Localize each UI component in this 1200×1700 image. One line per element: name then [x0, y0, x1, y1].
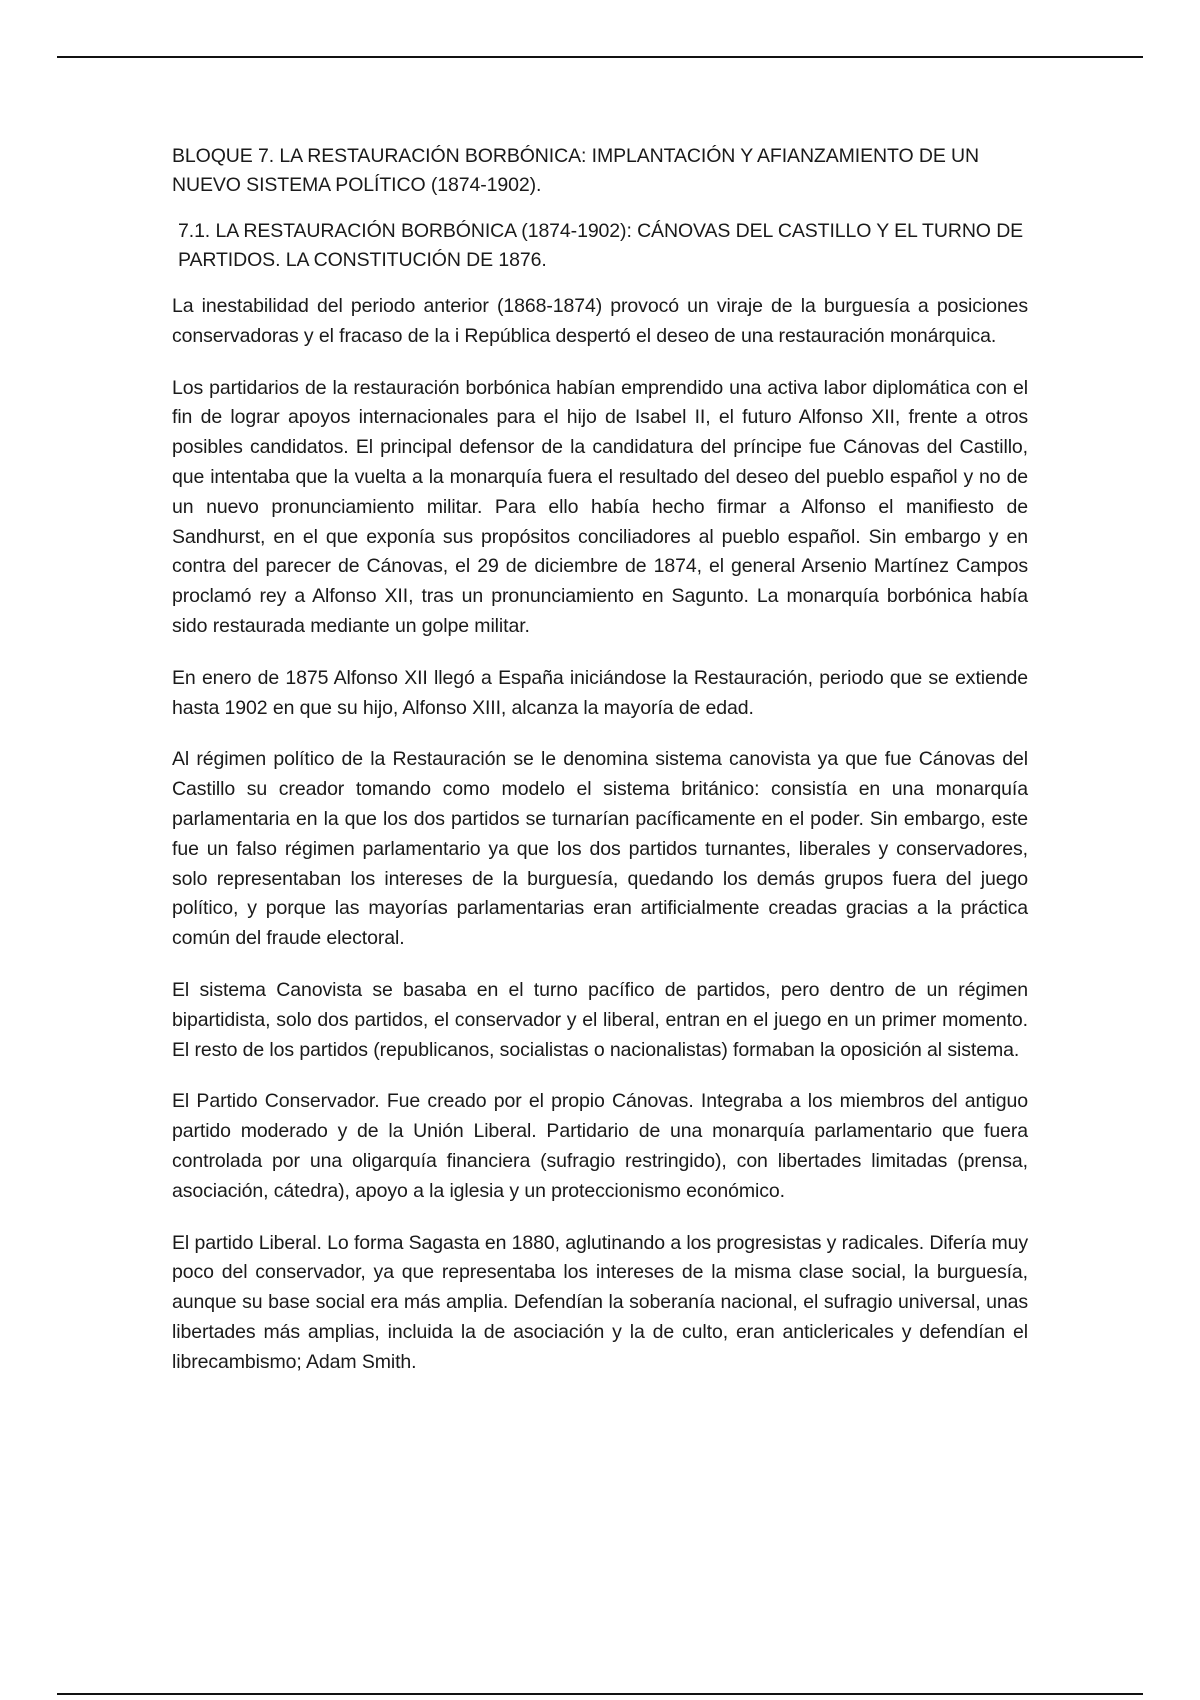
bottom-rule — [57, 1693, 1143, 1695]
paragraph-intro: La inestabilidad del periodo anterior (1868-1874) provocó un viraje de la burguesía a posiciones conservadoras y el fracaso de la i República despertó el deseo de una restauración monárquica. — [172, 295, 1028, 347]
section-title: 7.1. LA RESTAURACIÓN BORBÓNICA (1874-1902): CÁNOVAS DEL CASTILLO Y EL TURNO DE PARTIDOS. LA CONSTITUCIÓN DE 1876. — [178, 220, 1024, 271]
paragraph-regimen: Al régimen político de la Restauración se le denomina sistema canovista ya que fue Cánovas del Castillo su creador tomando como modelo el sistema británico: consistía en una monarquía parlamentaria en la que los dos partidos se turnarían pacíficamente en el poder. Sin embargo, este fue un falso régimen parlamentario ya que los dos partidos turnantes, liberales y conservadores, solo representaban los intereses de la burguesía, quedando los demás grupos fuera del juego político, y porque las mayorías parlamentarias eran artificialmente creadas gracias a la práctica común del fraude electoral. — [172, 748, 1028, 950]
block-title: BLOQUE 7. LA RESTAURACIÓN BORBÓNICA: IMPLANTACIÓN Y AFIANZAMIENTO DE UN NUEVO SISTEMA POLÍTICO (1874-1902). — [172, 145, 980, 196]
paragraph-partido-liberal: El partido Liberal. Lo forma Sagasta en 1880, aglutinando a los progresistas y radicales. Difería muy poco del conservador, ya que representaba los intereses de la misma clase social, la burguesía, aunque su base social era más amplia. Defendían la soberanía nacional, el sufragio universal, unas libertades más amplias, incluida la de asociación y la de culto, eran anticlericales y defendían el librecambismo; Adam Smith. — [172, 1231, 1028, 1373]
paragraph-enero-1875: En enero de 1875 Alfonso XII llegó a España iniciándose la Restauración, periodo que se extiende hasta 1902 en que su hijo, Alfonso XIII, alcanza la mayoría de edad. — [172, 666, 1028, 719]
paragraph-partidarios: Los partidarios de la restauración borbónica habían emprendido una activa labor diplomática con el fin de lograr apoyos internacionales para el hijo de Isabel II, el futuro Alfonso XII, frente a otros posibles candidatos. El principal defensor de la candidatura del príncipe fue Cánovas del Castillo, que intentaba que la vuelta a la monarquía fuera el resultado del deseo del pueblo español y no de un nuevo pronunciamiento militar. Para ello había hecho firmar a Alfonso el manifiesto de Sandhurst, en el que exponía sus propósitos conciliadores al pueblo español. Sin embargo y en contra del parecer de Cánovas, el 29 de diciembre de 1874, el general Arsenio Martínez Campos proclamó rey a Alfonso XII, tras un pronunciamiento en Sagunto. La monarquía borbónica había sido restaurada mediante un golpe militar. — [172, 376, 1028, 637]
top-rule — [57, 56, 1143, 58]
document-body — [172, 142, 1028, 1400]
paragraph-sistema-canovista: El sistema Canovista se basaba en el turno pacífico de partidos, pero dentro de un régimen bipartidista, solo dos partidos, el conservador y el liberal, entran en el juego en un primer momento. El resto de los partidos (republicanos, socialistas o nacionalistas) formaban la oposición al sistema. — [172, 978, 1028, 1061]
paragraph-partido-conservador: El Partido Conservador. Fue creado por el propio Cánovas. Integraba a los miembros del antiguo partido moderado y de la Unión Liberal. Partidario de una monarquía parlamentario que fuera controlada por una oligarquía financiera (sufragio restringido), con libertades limitadas (prensa, asociación, cátedra), apoyo a la iglesia y un proteccionismo económico. — [172, 1090, 1028, 1202]
